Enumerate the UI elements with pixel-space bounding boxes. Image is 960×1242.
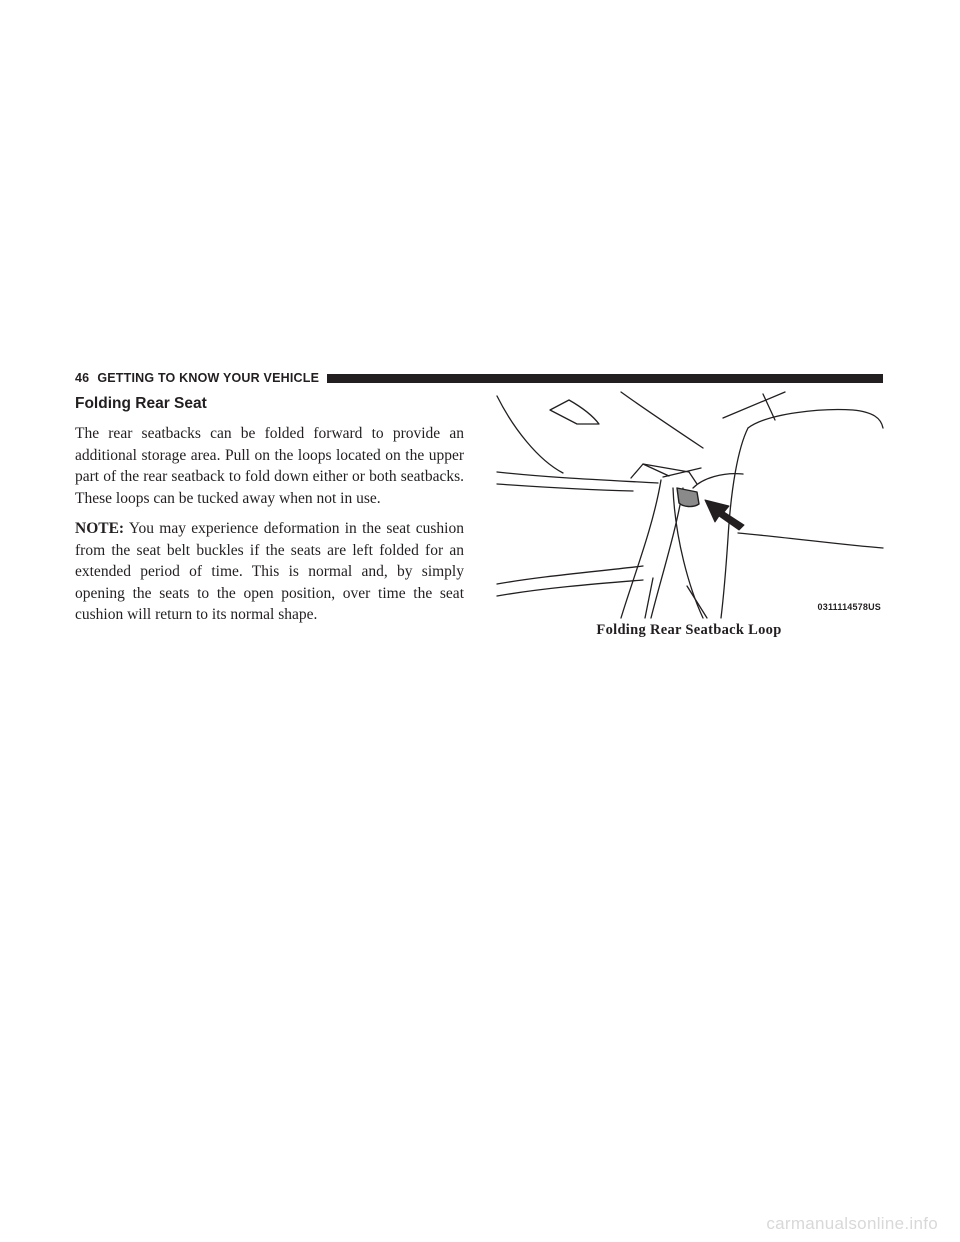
section-heading: Folding Rear Seat bbox=[75, 395, 207, 412]
note-paragraph bbox=[75, 518, 464, 626]
page-header bbox=[75, 370, 883, 386]
note-text: You may experience deformation in the seat cushion from the seat belt buckles if the seats are left folded for an extended period of time. This is normal and, by simply opening the seats to the open position, over time the seat cushion will return to its normal shape. bbox=[75, 520, 464, 623]
header-rule bbox=[327, 374, 883, 383]
page-number: 46 bbox=[75, 371, 90, 385]
watermark: carmanualsonline.info bbox=[766, 1214, 938, 1233]
figure-id: 0311114578US bbox=[817, 602, 881, 612]
note-label: NOTE: bbox=[75, 520, 125, 537]
figure-caption: Folding Rear Seatback Loop bbox=[596, 622, 782, 638]
text-column bbox=[75, 394, 464, 635]
section-title: GETTING TO KNOW YOUR VEHICLE bbox=[97, 371, 320, 385]
body-paragraph: The rear seatbacks can be folded forward to provide an additional storage area. Pull on the loops located on the upper part of the rear seatback to fold down either or both seatbacks. These loops can be tucked away when not in use. bbox=[75, 425, 464, 507]
seatback-loop-illustration bbox=[493, 388, 885, 620]
